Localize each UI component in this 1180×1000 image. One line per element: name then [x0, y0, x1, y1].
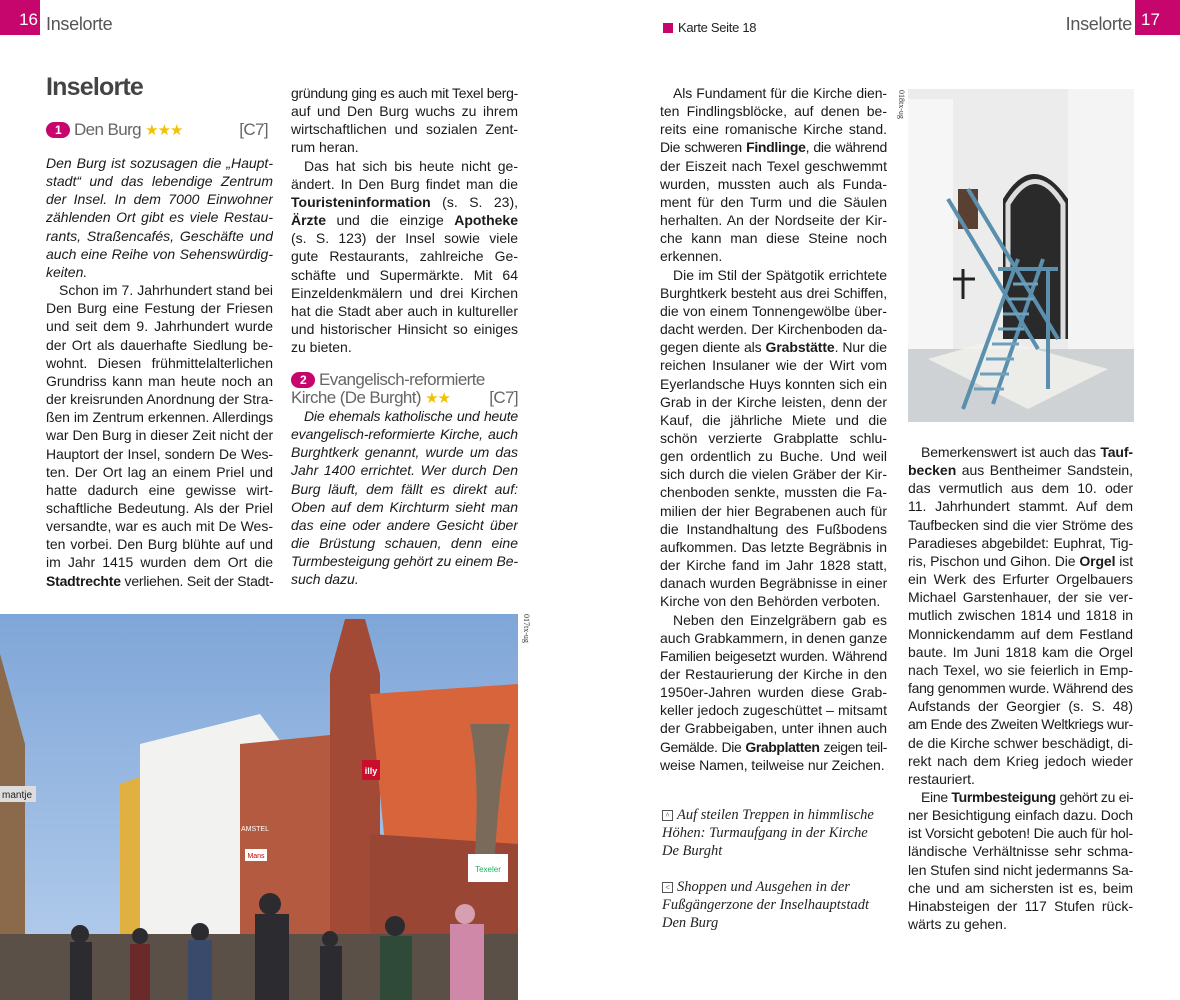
text-line [291, 552, 518, 570]
text-line [660, 483, 887, 501]
text-run: Die ehemals katholische und heute [304, 408, 518, 424]
text-run: hatte dadurch eine gewisse wirt- [46, 481, 273, 498]
text-run: war Den Burg in dieser Zeit nicht der [46, 427, 273, 444]
text-run: ist [1115, 552, 1133, 569]
text-run: (s. S. 123) der Insel sowie viele [291, 230, 518, 247]
page-number-right: 17 [1135, 0, 1180, 35]
text-column-2 [291, 84, 518, 356]
poi-name-line1: Evangelisch-reformierte [319, 370, 485, 389]
text-run: erkennen. [660, 248, 723, 265]
text-run: Taufbecken sind die vier Ströme des [908, 516, 1133, 533]
poi-name-line2: Kirche (De Burght) [291, 388, 421, 407]
text-run: der Eiszeit nach Texel geschwemmt [660, 157, 887, 174]
text-line [46, 190, 273, 208]
text-run: baute. Im Juni 1818 kam die Orgel [908, 643, 1133, 660]
text-run: de die Kirche schwer beschädigt, di- [908, 734, 1133, 751]
text-run: ist Vorsicht geboten! Die auch für hol- [908, 825, 1133, 842]
text-line [291, 193, 518, 211]
poi-name: Den Burg [74, 120, 142, 139]
paragraph [908, 788, 1133, 933]
text-line [660, 284, 887, 302]
text-line [660, 738, 887, 756]
text-run: chenboden senkte, mussten die Fa- [660, 484, 887, 501]
map-square-icon [663, 23, 673, 33]
text-line [291, 120, 518, 138]
text-line [46, 154, 273, 172]
text-line [908, 588, 1133, 606]
text-run: Gemälde. Die [660, 738, 746, 755]
text-run: 1950er-Jahren wurden diese Grab- [660, 684, 887, 701]
bold-term: Apotheke [454, 212, 518, 229]
text-run: der Restaurierung der Kirche in den [660, 666, 887, 682]
bold-term: Orgel [1079, 552, 1116, 569]
text-line [660, 502, 887, 520]
text-run: Paradieses abgebildet: Euphrat, Tig- [908, 534, 1133, 551]
text-line [291, 284, 518, 302]
text-run: die von einem Tonnengewölbe über- [660, 302, 887, 319]
text-run: Oben auf dem Kirchturm sieht man [291, 498, 518, 515]
text-run: und die einzige [326, 212, 455, 229]
text-line [660, 266, 887, 284]
text-line [46, 553, 273, 571]
text-line [660, 120, 887, 138]
poi-number-badge: 2 [291, 372, 315, 388]
text-run: danach wurden Begräbnisse in einer [660, 575, 887, 592]
text-run: rum heran. [291, 139, 359, 156]
paragraph [291, 157, 518, 357]
text-run: Kauf, die jährliche Miete und die [660, 411, 887, 428]
bold-term: Grabstätte [765, 339, 835, 356]
text-run: wohnt. Diesen frühmittelalterlichen [46, 354, 273, 371]
text-run: Hauptort der Insel, sondern De Wes- [46, 445, 273, 462]
text-run: Eine [921, 788, 952, 805]
street-scene-photo [0, 614, 518, 1000]
text-line [291, 338, 518, 356]
text-run: auf und Den Burg wuchs zu ihrem [291, 103, 518, 120]
text-line [908, 625, 1133, 643]
text-run: ten vorbei. Den Burg blühte auf und [46, 536, 273, 553]
text-run: ein Werk des Erfurter Orgelbauers [908, 571, 1133, 588]
text-run: Burg läuft, dem fällt es direkt auf: [291, 480, 518, 497]
photo-credit-street: 017tx-ug [522, 614, 531, 643]
text-run: am Ende des Zweiten Weltkriegs wur- [908, 716, 1133, 733]
text-line [660, 211, 887, 229]
text-line [908, 788, 1133, 806]
text-line [46, 390, 273, 408]
text-line [660, 229, 887, 247]
text-line [660, 393, 887, 411]
text-line [908, 661, 1133, 679]
text-run: zeigen teil- [819, 738, 887, 755]
text-line [660, 629, 887, 647]
text-line [660, 447, 887, 465]
text-line [660, 157, 887, 175]
text-line [46, 426, 273, 444]
caption-line: De Burght [662, 843, 723, 859]
paragraph [291, 407, 518, 589]
text-run: Monnickendamm auf dem Festland [908, 625, 1133, 642]
text-run: das vermutlich aus dem 10. oder [908, 480, 1133, 497]
text-run: Einzeldenkmälern und drei Kirchen [291, 284, 518, 301]
text-run: reits eine romanische Kirche stand. [660, 121, 887, 138]
text-run: Den Burg eine Festung der Friesen [46, 300, 273, 317]
text-line [908, 570, 1133, 588]
text-line [660, 356, 887, 374]
text-line [291, 138, 518, 156]
text-line [660, 756, 887, 774]
text-run: such dazu. [291, 571, 359, 588]
text-run: auch eine Reihe von Sehenswürdig- [46, 245, 273, 262]
bold-term: Turmbesteigung [951, 788, 1056, 805]
text-run: und seit dem 9. Jahrhundert wurde [46, 318, 273, 335]
text-line [291, 461, 518, 479]
text-run: Familien beigesetzt wurden. Während [660, 647, 887, 664]
text-line [908, 715, 1133, 733]
text-run: gegen diente als [660, 339, 766, 356]
text-run: Hinabsteigen der 117 Stufen rück- [908, 897, 1133, 914]
text-run: che kann man diese Steine noch [660, 230, 887, 247]
text-run: auch Grabkammern, in denen ganze [660, 629, 887, 646]
bold-term: Findlinge [746, 139, 806, 156]
text-line [908, 479, 1133, 497]
text-line [908, 861, 1133, 879]
text-run: Kirche von den Behörden verboten. [660, 593, 881, 610]
text-line [660, 138, 887, 156]
text-line [660, 683, 887, 701]
map-reference-text: Karte Seite 18 [678, 20, 757, 35]
text-run: aus Bentheimer Sandstein, [956, 462, 1133, 479]
text-line [660, 375, 887, 393]
text-line [291, 157, 518, 175]
text-run: aufkommen. Das letzte Begräbnis in [660, 538, 887, 555]
text-line [908, 516, 1133, 534]
text-line [46, 463, 273, 481]
text-run: rants, Straßencafés, Geschäfte und [46, 227, 273, 244]
text-run: evangelisch-reformierte Kirche, auch [291, 426, 518, 443]
text-run: das eine oder andere Gesicht über [291, 516, 518, 533]
text-line [660, 611, 887, 629]
text-line [291, 211, 518, 229]
text-run: wurden, mussten auch als Funda- [660, 175, 887, 192]
text-run: Die schweren [660, 139, 747, 156]
text-line [291, 302, 518, 320]
text-line [908, 679, 1133, 697]
text-line [908, 806, 1133, 824]
text-line [660, 175, 887, 193]
text-run: ment für den Turm und die Säulen [660, 193, 887, 210]
text-line [291, 570, 518, 588]
text-line [291, 425, 518, 443]
text-line [46, 299, 273, 317]
text-run: Burghtkerk genannt, wurde um das [291, 444, 518, 461]
paragraph [660, 611, 887, 774]
text-line [908, 915, 1133, 933]
text-line [660, 429, 887, 447]
text-line [291, 534, 518, 552]
text-line [908, 606, 1133, 624]
text-run: Neben den Einzelgräbern gab es [673, 611, 887, 628]
text-run: len Stufen sind nicht jedermanns Sa- [908, 861, 1133, 878]
text-run: Als Fundament für die Kirche dien- [673, 85, 887, 101]
text-line [660, 556, 887, 574]
text-line [291, 247, 518, 265]
text-line [46, 208, 273, 226]
text-run: der Kirche fand im Jahr 1828 statt, [660, 557, 887, 574]
text-run: sich durch die vielen Gräber der Kir- [660, 466, 887, 483]
text-line [660, 592, 887, 610]
text-run: gute Restaurants, zahlreiche Ge- [291, 248, 518, 265]
photo-caption-street [662, 878, 892, 932]
text-line [291, 229, 518, 247]
text-line [46, 317, 273, 335]
map-grid-ref: [C7] [239, 120, 268, 139]
text-line [46, 172, 273, 190]
text-line [46, 499, 273, 517]
text-line [908, 734, 1133, 752]
text-run: wärts zu gehen. [908, 916, 1007, 933]
text-run: der Insel. In dem 7000 Einwohner [46, 191, 273, 208]
photo-caption-church [662, 806, 892, 860]
text-line [660, 465, 887, 483]
caption-line: Shoppen und Ausgehen in der [677, 879, 850, 895]
text-line [46, 227, 273, 245]
text-run: ändert. In Den Burg findet man die [291, 175, 518, 192]
text-run: die Instandhaltung des Fußbodens [660, 520, 887, 537]
paragraph [908, 443, 1133, 788]
text-line [660, 302, 887, 320]
shop-sign-mantje: mantje [2, 790, 33, 801]
paragraph [660, 266, 887, 611]
text-run: Grab in der Kirche leisten, denn der [660, 393, 887, 410]
text-line [46, 517, 273, 535]
text-run: schön verzierte Grabplatte schlu- [660, 429, 887, 446]
text-line [46, 572, 273, 590]
text-line [291, 498, 518, 516]
text-line [908, 552, 1133, 570]
text-line [908, 770, 1133, 788]
text-run: Aufstands der Georgier (s. S. 48) [908, 698, 1133, 715]
text-line [660, 719, 887, 737]
star-rating: ★★★ [145, 122, 183, 139]
text-run: ßen im Zentrum erkennen. Allerdings [46, 409, 273, 426]
text-line [660, 411, 887, 429]
text-run: Bemerkenswert ist auch das [921, 444, 1101, 460]
bold-term: Touristeninformation [291, 193, 431, 210]
bold-term: Grabplatten [745, 738, 820, 755]
text-line [660, 538, 887, 556]
text-run: keller jedoch zugeschüttet – mitsamt [660, 702, 887, 719]
text-run: zu bieten. [291, 339, 352, 356]
text-line [291, 102, 518, 120]
running-head-left: Inselorte [46, 14, 113, 34]
text-line [908, 842, 1133, 860]
text-run: dacht werden. Der Kirchenboden da- [660, 321, 887, 338]
text-line [46, 445, 273, 463]
text-run: Burghtkerk besteht aus drei Schiffen, [660, 284, 887, 301]
text-line [908, 443, 1133, 461]
text-run: , die während [805, 139, 887, 156]
text-line [291, 443, 518, 461]
text-run: ten Findlingsblöcke, auf denen be- [660, 103, 887, 120]
bold-term: Tauf- [1100, 444, 1133, 460]
text-line [908, 534, 1133, 552]
bold-term: Ärzte [291, 212, 327, 229]
text-line [908, 697, 1133, 715]
text-line [660, 320, 887, 338]
text-run: 11. Jahrhundert stammt. Auf dem [908, 498, 1133, 515]
text-run: che und am sichersten ist es, beim [908, 879, 1133, 896]
text-line [291, 266, 518, 284]
text-line [908, 897, 1133, 915]
arrow-up-icon: ^ [662, 810, 673, 821]
text-column-3 [660, 84, 887, 774]
text-run: gehört zu ei- [1055, 788, 1133, 805]
poi-number-badge: 1 [46, 122, 70, 138]
text-run: mutlich zwischen 1814 und 1818 in [908, 607, 1133, 624]
text-line [46, 263, 273, 281]
text-line [908, 879, 1133, 897]
photo-credit-church: 018tx-ug [897, 90, 906, 119]
text-run: Die im Stil der Spätgotik errichtete [673, 266, 887, 283]
bold-term: Stadtrechte [46, 572, 121, 589]
text-run: die Brüstung schauen, denn eine [291, 535, 518, 552]
shop-sign-illy: illy [364, 766, 378, 776]
text-run: ländische Verhältnisse sehr schma- [908, 843, 1133, 860]
text-run: fang genommen wurde. Während des [908, 680, 1133, 697]
text-line [660, 701, 887, 719]
shop-sign-texeler: Texeler [475, 865, 501, 874]
text-line [46, 336, 273, 354]
paragraph [46, 281, 273, 590]
text-run: schäfte und Supermärkte. Mit 64 [291, 266, 518, 283]
text-line [46, 245, 273, 263]
star-rating: ★★ [425, 390, 451, 407]
paragraph [291, 84, 518, 157]
text-line [908, 643, 1133, 661]
text-run: wirtschaftlichen und sozialen Zent- [291, 121, 518, 138]
text-line [46, 481, 273, 499]
text-run: verliehen. Seit der Stadt- [120, 572, 273, 589]
text-column-1 [46, 154, 273, 590]
text-run: keiten. [46, 263, 88, 280]
text-line [660, 647, 887, 665]
text-run: . Nur die [834, 339, 887, 356]
text-line [660, 665, 887, 683]
text-line [660, 520, 887, 538]
text-line [908, 461, 1133, 479]
text-run: weise Namen, teilweise nur Zeichen. [660, 756, 885, 773]
text-line [46, 281, 273, 299]
caption-line: Auf steilen Treppen in himmlische [677, 807, 874, 823]
text-run: Das hat sich bis heute nicht ge- [304, 157, 518, 174]
text-line [46, 354, 273, 372]
shop-sign-mans: Mans [247, 853, 265, 860]
text-line [660, 193, 887, 211]
text-column-4 [908, 443, 1133, 933]
text-line [908, 752, 1133, 770]
poi-heading-1 [46, 121, 268, 140]
text-run: zählenden Ort gibt es viele Restau- [46, 209, 273, 226]
text-run: und historischer Hinsicht so einiges [291, 321, 518, 338]
text-run: stadt“ und das lebendige Zentrum [46, 173, 273, 190]
text-run: gründung ging es auch mit Texel berg- [291, 85, 518, 101]
text-line [291, 516, 518, 534]
text-run: Michael Garstenhauer, der sie ver- [908, 589, 1133, 606]
text-line [660, 574, 887, 592]
text-run: rekt nach dem Krieg jedoch wieder [908, 752, 1133, 769]
map-reference [663, 20, 756, 35]
caption-line: Höhen: Turmaufgang in der Kirche [662, 825, 868, 841]
text-line [660, 84, 887, 102]
text-line [660, 102, 887, 120]
text-run: Turmbesteigung gehört zu einem Be- [291, 553, 518, 570]
running-head-right: Inselorte [1065, 14, 1132, 34]
text-run: schaftliche Bedeutung. Als der Priel [46, 499, 273, 516]
map-grid-ref: [C7] [489, 388, 518, 407]
text-run: versandte, war es auch mit De Wes- [46, 518, 273, 535]
text-run: nach Texel, wo sie feierlich in Emp- [908, 661, 1133, 678]
text-line [660, 338, 887, 356]
text-run: ten. Der Ort lag an einem Priel und [46, 463, 273, 480]
text-run: gen ordentlich zu Buche. Und weil [660, 448, 887, 465]
text-run: der Ort als dauerhafte Siedlung be- [46, 336, 273, 353]
text-line [46, 408, 273, 426]
text-run: reichen Insulaner wie der Wirt vom [660, 357, 887, 374]
text-line [291, 84, 518, 102]
text-line [908, 497, 1133, 515]
paragraph [46, 154, 273, 281]
shop-sign-amstel: AMSTEL [240, 826, 270, 833]
text-run: Schon im 7. Jahrhundert stand bei [59, 282, 273, 299]
text-run: ris, Pischon und Gihon. Die [908, 552, 1080, 569]
text-run: im Jahr 1415 wurden dem Ort die [46, 554, 273, 571]
page-number-left: 16 [0, 0, 40, 35]
text-run: Jahr 1400 errichtet. Wer durch Den [291, 462, 518, 479]
text-run: milien der hier Begrabenen auch für [660, 502, 887, 519]
caption-line: Fußgängerzone der Inselhauptstadt [662, 897, 870, 913]
arrow-left-icon: < [662, 882, 673, 893]
caption-line: Den Burg [662, 915, 719, 931]
bold-term: becken [908, 462, 957, 479]
text-run: Eyerlandsche Huys konnten sich ein [660, 375, 887, 392]
text-run: (s. S. 23), [430, 193, 518, 210]
text-line [46, 372, 273, 390]
poi-heading-2 [291, 371, 518, 408]
text-column-2-continued [291, 407, 518, 589]
church-stairs-photo [908, 89, 1134, 422]
text-line [660, 247, 887, 265]
text-run: Grundriss kann man heute noch an [46, 372, 273, 389]
text-line [908, 824, 1133, 842]
text-line [46, 535, 273, 553]
text-line [291, 175, 518, 193]
text-run: Den Burg ist sozusagen die „Haupt- [46, 155, 273, 171]
text-run: restauriert. [908, 770, 975, 787]
section-title: Inselorte [46, 73, 143, 101]
text-run: hat die Stadt aber auch in kultureller [291, 302, 518, 319]
text-run: herhalten. An der Nordseite der Kir- [660, 212, 887, 229]
text-run: der kreisrunden Anordnung der Stra- [46, 391, 273, 408]
text-line [291, 480, 518, 498]
text-run: ner Besichtigung einfach dazu. Doch [908, 807, 1133, 824]
text-line [291, 407, 518, 425]
text-run: der Grabbeigaben, unter ihnen auch [660, 720, 887, 737]
text-line [291, 320, 518, 338]
paragraph [660, 84, 887, 266]
